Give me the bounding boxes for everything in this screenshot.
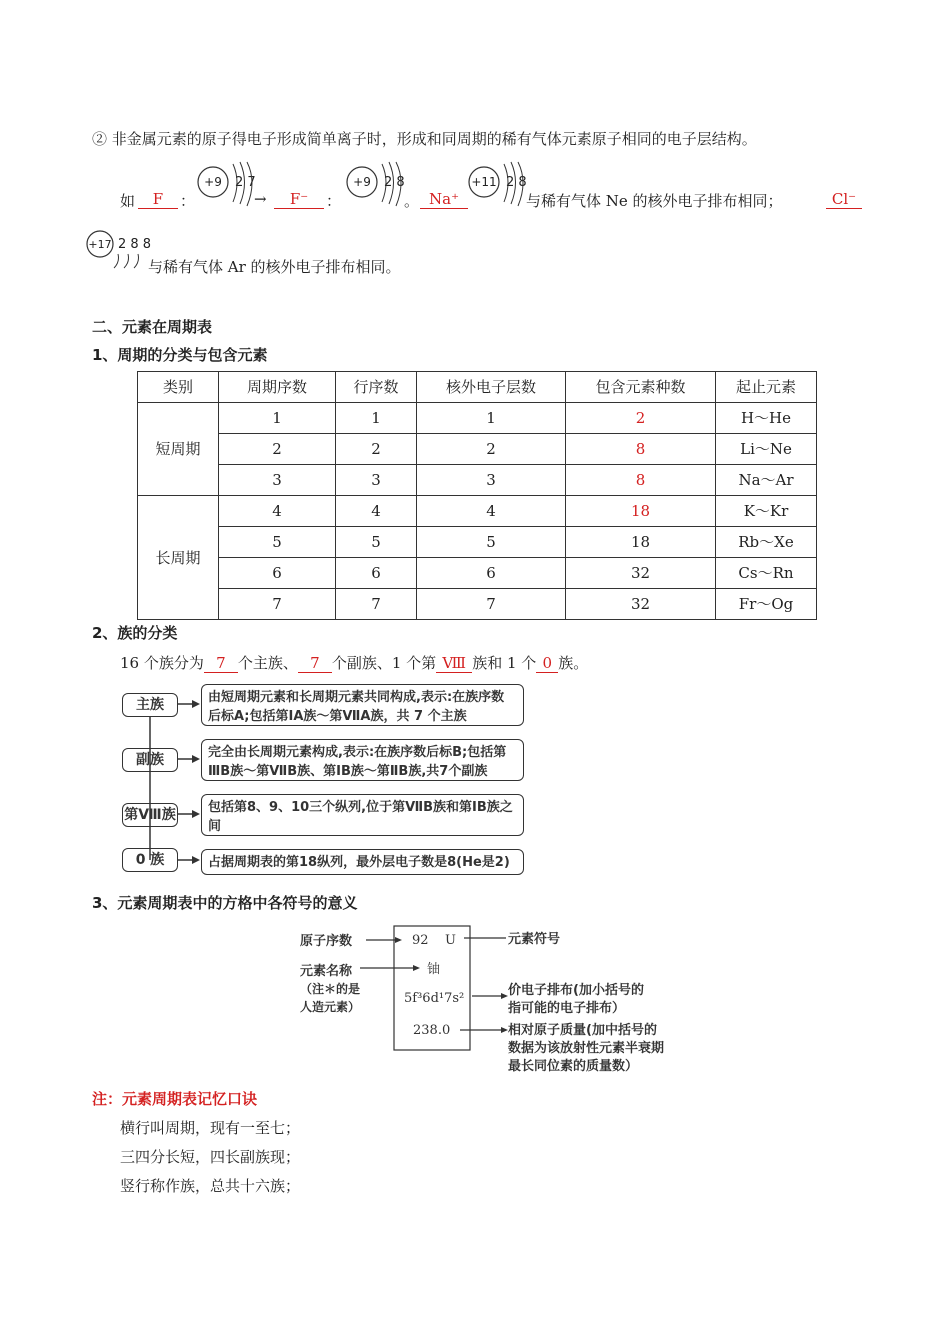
cell-symbol: U bbox=[445, 933, 456, 948]
table-row bbox=[138, 465, 817, 496]
label-mass-3: 最长同位素的质量数） bbox=[508, 1059, 639, 1074]
answer-na-ion: Na⁺ bbox=[420, 190, 468, 209]
cell: 18 bbox=[566, 527, 716, 558]
short-period-label: 短周期 bbox=[138, 403, 219, 496]
label-atomic-number: 原子序数 bbox=[300, 934, 353, 949]
answer-f-ion: F⁻ bbox=[274, 190, 324, 209]
cell: 5 bbox=[219, 527, 336, 558]
label-element-symbol: 元素符号 bbox=[508, 932, 561, 947]
subsection-3-title: 3、元素周期表中的方格中各符号的意义 bbox=[92, 894, 358, 912]
period: 。 bbox=[404, 192, 420, 210]
label-element-name-3: 人造元素） bbox=[300, 1000, 361, 1014]
note-title: 注：元素周期表记忆口诀 bbox=[92, 1090, 258, 1108]
subsection-2-title: 2、族的分类 bbox=[92, 624, 178, 642]
example-ru: 如 bbox=[120, 192, 136, 210]
header-period-number: 周期序数 bbox=[219, 372, 336, 403]
na-ion-shells: 2 8 bbox=[506, 175, 527, 190]
sentence-part: 个副族、1 个第 bbox=[331, 654, 437, 672]
cell-element-name: 铀 bbox=[427, 962, 441, 977]
section-title: 二、元素在周期表 bbox=[92, 318, 213, 336]
table-header-row bbox=[138, 372, 817, 403]
group-viii-label: 第Ⅷ族 bbox=[122, 803, 178, 827]
cell: Rb～Xe bbox=[716, 527, 817, 558]
group-zero-label: 0 族 bbox=[122, 848, 178, 872]
cell: 2 bbox=[417, 434, 566, 465]
cell-atomic-number: 92 bbox=[412, 933, 429, 948]
sentence-part: 个主族、 bbox=[237, 654, 298, 672]
cell: 7 bbox=[417, 589, 566, 620]
cell-answer: 18 bbox=[566, 496, 716, 527]
cell: 5 bbox=[417, 527, 566, 558]
header-shell-count: 核外电子层数 bbox=[417, 372, 566, 403]
cell: 3 bbox=[336, 465, 417, 496]
cell: 3 bbox=[219, 465, 336, 496]
sentence-part: 族。 bbox=[558, 654, 589, 672]
cell-atomic-mass: 238.0 bbox=[413, 1023, 451, 1038]
colon-2: ： bbox=[326, 192, 342, 210]
label-mass-1: 相对原子质量(加中括号的 bbox=[508, 1023, 657, 1038]
group-viii-desc: 包括第8、9、10三个纵列,位于第ⅦB族和第ⅠB族之间 bbox=[201, 794, 524, 836]
cell: 32 bbox=[566, 558, 716, 589]
cell: 1 bbox=[336, 403, 417, 434]
groups-sentence bbox=[120, 652, 588, 673]
cell: Cs～Rn bbox=[716, 558, 817, 589]
cell: 4 bbox=[219, 496, 336, 527]
cl-ion-shells: 2 8 8 bbox=[118, 237, 152, 252]
cell-answer: 8 bbox=[566, 434, 716, 465]
f-atom-shells: 2 7 bbox=[235, 175, 256, 190]
colon-1: ： bbox=[180, 192, 196, 210]
cell: Fr～Og bbox=[716, 589, 817, 620]
ar-text: 与稀有气体 Ar 的核外电子排布相同。 bbox=[148, 258, 401, 276]
cell: 7 bbox=[219, 589, 336, 620]
cell: 4 bbox=[417, 496, 566, 527]
table-row bbox=[138, 434, 817, 465]
long-period-label: 长周期 bbox=[138, 496, 219, 620]
cell: Li～Ne bbox=[716, 434, 817, 465]
sentence-part: 16 个族分为 bbox=[120, 654, 204, 672]
table-row bbox=[138, 558, 817, 589]
header-category: 类别 bbox=[138, 372, 219, 403]
cl-ion-nucleus: +17 bbox=[88, 238, 112, 251]
label-mass-2: 数据为该放射性元素半衰期 bbox=[508, 1041, 665, 1056]
cell-electron-config: 5f³6d¹7s² bbox=[404, 991, 465, 1006]
answer-viii: Ⅷ bbox=[436, 654, 472, 673]
subsection-1-title: 1、周期的分类与包含元素 bbox=[92, 346, 268, 364]
answer-cl-ion: Cl⁻ bbox=[826, 190, 862, 209]
mnemonic-line: 三四分长短，四长副族现； bbox=[120, 1148, 301, 1166]
group-zero-desc: 占据周期表的第18纵列，最外层电子数是8(He是2) bbox=[201, 849, 524, 875]
cell: 6 bbox=[336, 558, 417, 589]
cell: H～He bbox=[716, 403, 817, 434]
na-ion-nucleus: +11 bbox=[471, 175, 497, 189]
table-row bbox=[138, 589, 817, 620]
mnemonic-line: 竖行称作族，总共十六族； bbox=[120, 1177, 301, 1195]
cell: 7 bbox=[336, 589, 417, 620]
mnemonic-line: 横行叫周期，现有一至七； bbox=[120, 1119, 301, 1137]
label-element-name-1: 元素名称 bbox=[300, 964, 353, 979]
answer-main-groups: 7 bbox=[204, 654, 238, 673]
sub-group-label: 副族 bbox=[122, 748, 178, 772]
table-row bbox=[138, 527, 817, 558]
cell-answer: 2 bbox=[566, 403, 716, 434]
period-table bbox=[137, 371, 817, 620]
header-row-number: 行序数 bbox=[336, 372, 417, 403]
cell: Na～Ar bbox=[716, 465, 817, 496]
label-config-1: 价电子排布(加小括号的 bbox=[508, 983, 644, 998]
f-atom-nucleus: +9 bbox=[204, 175, 222, 189]
cell: 4 bbox=[336, 496, 417, 527]
f-ion-nucleus: +9 bbox=[353, 175, 371, 189]
sentence-part: 族和 1 个 bbox=[472, 654, 537, 672]
table-row bbox=[138, 496, 817, 527]
label-config-2: 指可能的电子排布） bbox=[508, 1001, 626, 1016]
cell: 1 bbox=[219, 403, 336, 434]
answer-f: F bbox=[138, 190, 178, 209]
intro-line: ② 非金属元素的原子得电子形成简单离子时，形成和同周期的稀有气体元素原子相同的电子层结构。 bbox=[92, 130, 757, 148]
sub-group-desc: 完全由长周期元素构成,表示:在族序数后标B;包括第ⅢB族～第ⅦB族、第ⅠB族～第ⅡB族,共7个副族 bbox=[201, 739, 524, 781]
arrow: → bbox=[254, 190, 267, 208]
f-ion-shells: 2 8 bbox=[384, 175, 405, 190]
label-element-name-2: （注＊的是 bbox=[300, 982, 361, 996]
cell: 2 bbox=[219, 434, 336, 465]
ne-text: 与稀有气体 Ne 的核外电子排布相同； bbox=[526, 192, 783, 210]
cell: 2 bbox=[336, 434, 417, 465]
main-group-desc: 由短周期元素和长周期元素共同构成,表示:在族序数后标A;包括第ⅠA族～第ⅦA族，共 7 个主族 bbox=[201, 684, 524, 726]
cell: 1 bbox=[417, 403, 566, 434]
answer-zero: 0 bbox=[536, 654, 558, 673]
cell-answer: 8 bbox=[566, 465, 716, 496]
main-group-label: 主族 bbox=[122, 693, 178, 717]
cell: 6 bbox=[219, 558, 336, 589]
cell: 5 bbox=[336, 527, 417, 558]
cell: 3 bbox=[417, 465, 566, 496]
header-element-count: 包含元素种数 bbox=[566, 372, 716, 403]
header-range: 起止元素 bbox=[716, 372, 817, 403]
table-row bbox=[138, 403, 817, 434]
cell: K～Kr bbox=[716, 496, 817, 527]
cell: 32 bbox=[566, 589, 716, 620]
cell: 6 bbox=[417, 558, 566, 589]
answer-sub-groups: 7 bbox=[298, 654, 332, 673]
